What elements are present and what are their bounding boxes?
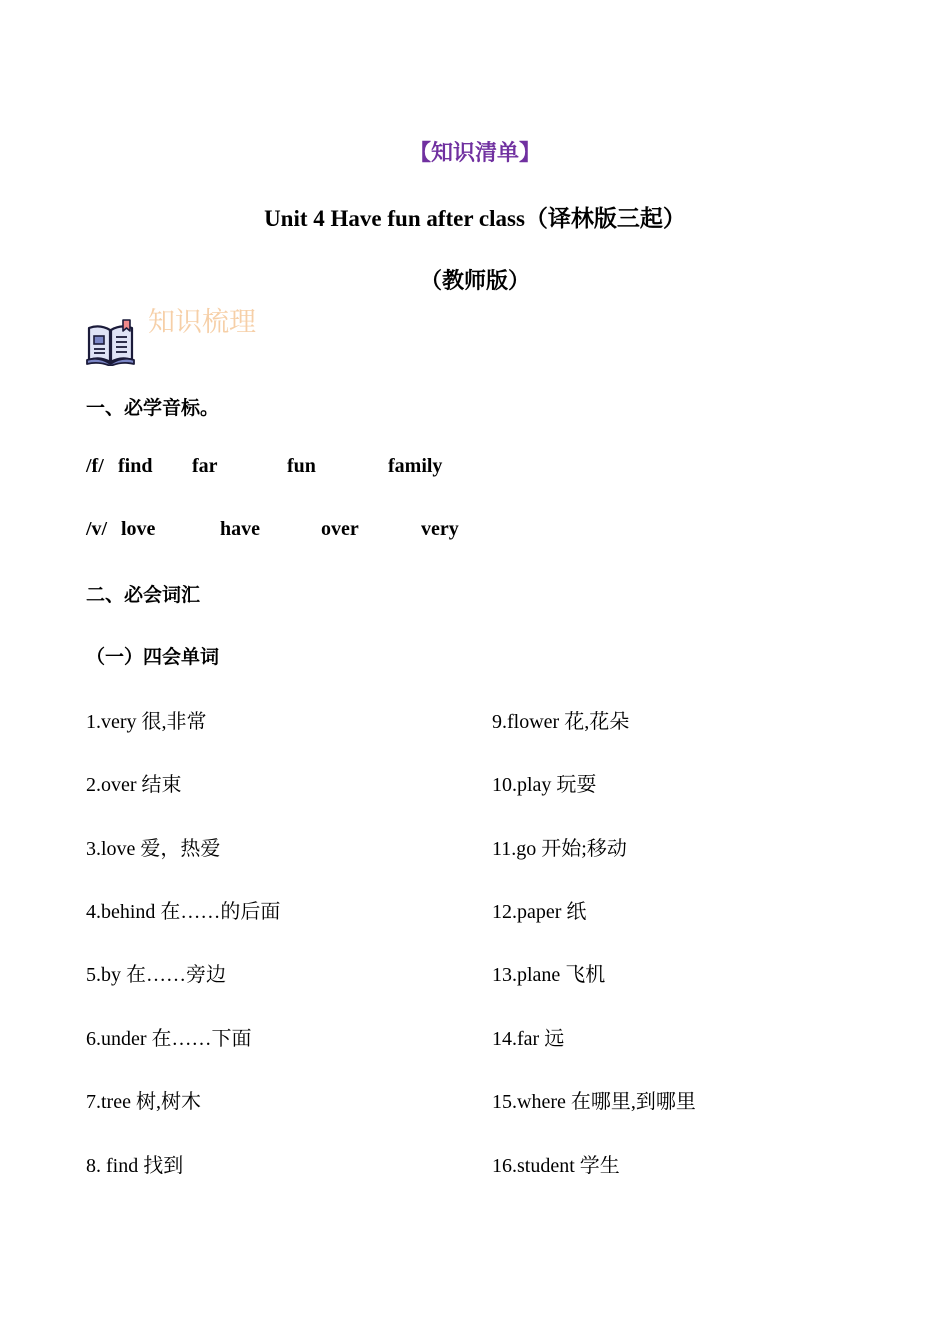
list-item: 7.tree 树,树木: [86, 1091, 201, 1113]
list-item: 3.love 爱，热爱: [86, 838, 221, 860]
edition-label: （教师版）: [419, 268, 530, 293]
section-banner-text: 知识梳理: [148, 307, 256, 338]
phonics-word: find: [118, 455, 153, 477]
list-item: 10.play 玩耍: [492, 774, 597, 796]
phonics-symbol: /f/: [86, 455, 104, 477]
list-item: 13.plane 飞机: [492, 964, 606, 986]
vocabulary-heading: 二、必会词汇: [86, 585, 201, 606]
list-item: 6.under 在……下面: [86, 1028, 252, 1050]
phonics-heading: 一、必学音标。: [86, 398, 220, 419]
phonics-symbol: /v/: [86, 518, 108, 540]
phonics-word: have: [220, 518, 260, 540]
list-item: 15.where 在哪里,到哪里: [492, 1091, 696, 1113]
list-item: 1.very 很,非常: [86, 711, 207, 733]
phonics-word: love: [121, 518, 156, 540]
book-icon: [86, 318, 136, 366]
list-item: 9.flower 花,花朵: [492, 711, 630, 733]
list-item: 16.student 学生: [492, 1155, 620, 1177]
four-skill-words-subheading: （一）四会单词: [86, 647, 220, 668]
list-item: 5.by 在……旁边: [86, 964, 226, 986]
list-item: 12.paper 纸: [492, 901, 587, 923]
phonics-word: over: [321, 518, 359, 540]
list-item: 14.far 远: [492, 1028, 565, 1050]
list-item: 11.go 开始;移动: [492, 838, 627, 860]
phonics-word: far: [192, 455, 218, 477]
list-item: 8. find 找到: [86, 1155, 184, 1177]
phonics-word: family: [388, 455, 443, 477]
phonics-word: fun: [287, 455, 316, 477]
phonics-word: very: [421, 518, 459, 540]
document-title: Unit 4 Have fun after class（译林版三起）: [264, 206, 686, 231]
list-item: 2.over 结束: [86, 774, 182, 796]
list-item: 4.behind 在……的后面: [86, 901, 281, 923]
knowledge-list-label: 【知识清单】: [408, 140, 541, 165]
